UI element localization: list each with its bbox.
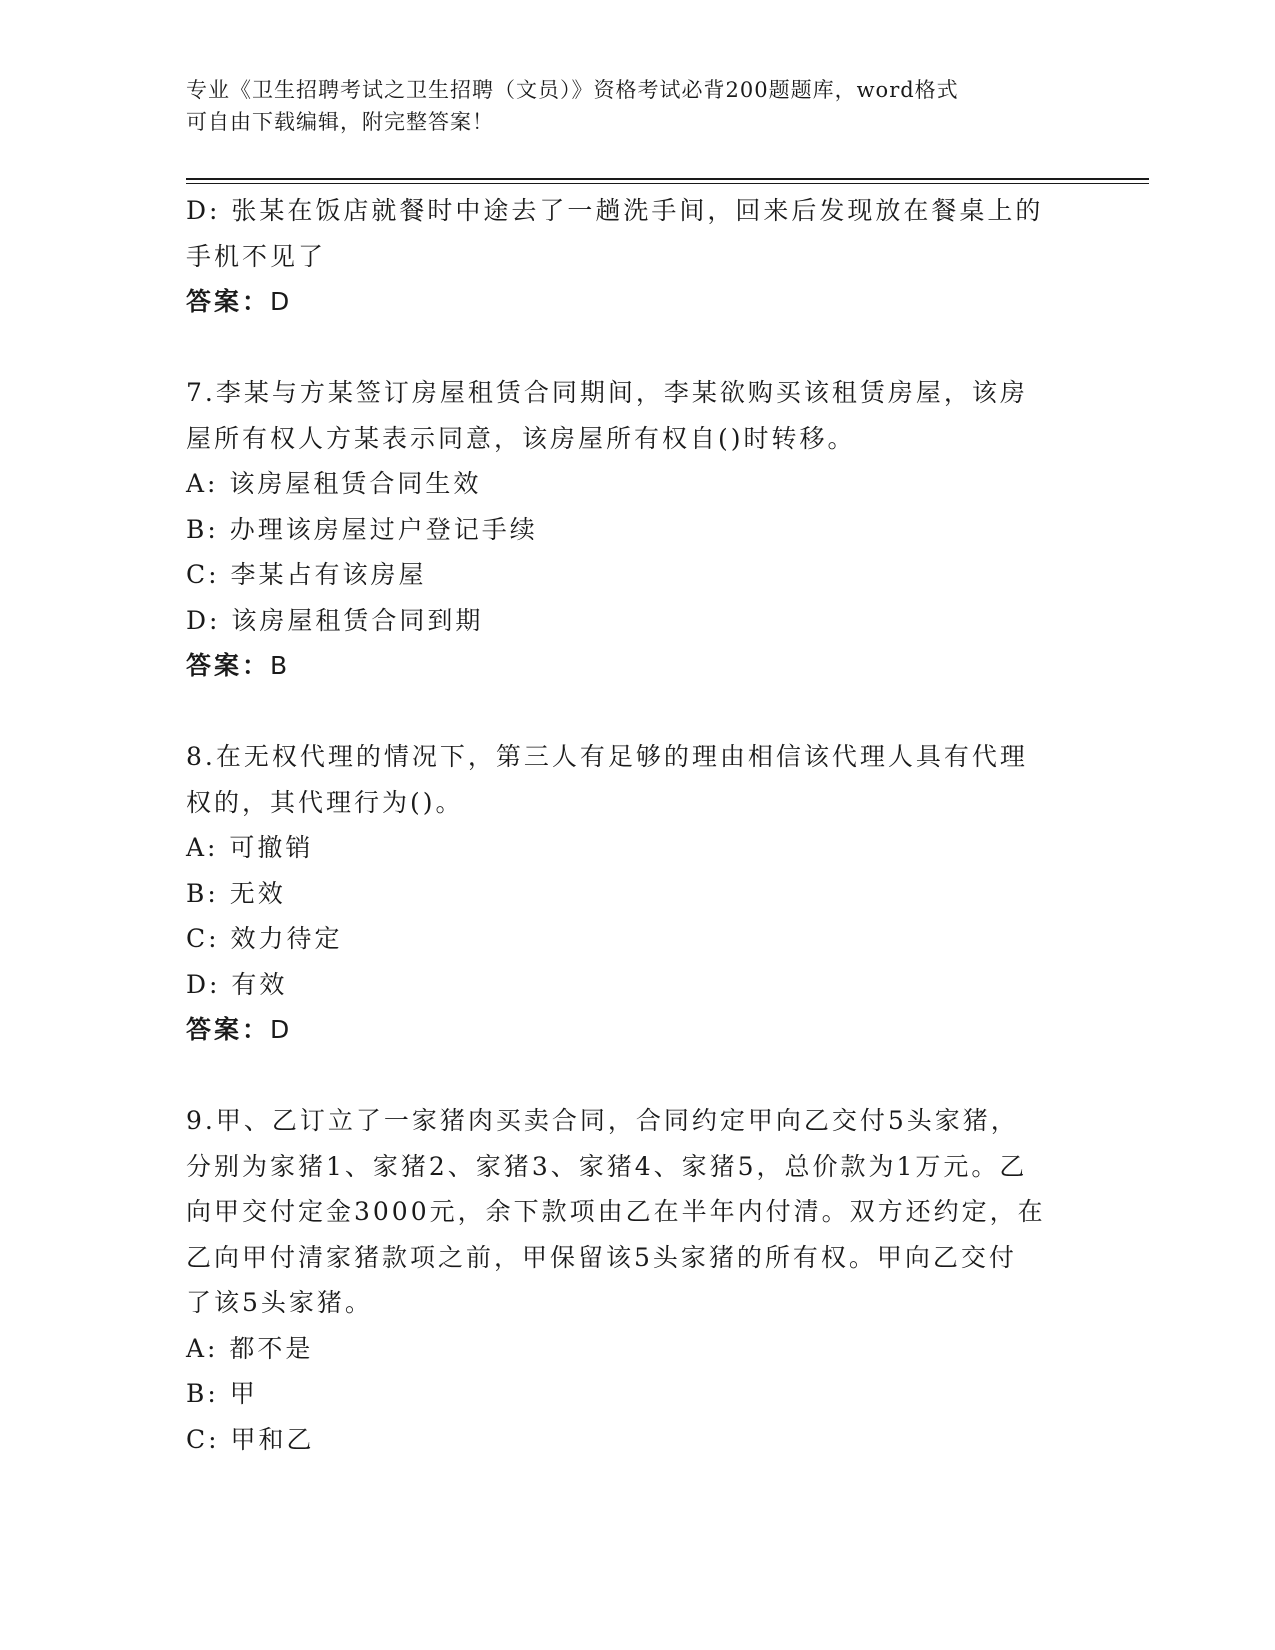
option-a: A: 可撤销 xyxy=(186,833,314,862)
header-title-line-1: 专业《卫生招聘考试之卫生招聘（文员）》资格考试必背200题题库，word格式 xyxy=(186,78,959,102)
question-stem-line-3: 向甲交付定金3000元，余下款项由乙在半年内付清。双方还约定，在 xyxy=(186,1197,1046,1226)
answer-value: D xyxy=(270,287,293,316)
question-6-continuation xyxy=(186,188,1086,325)
option-d-line-2: 手机不见了 xyxy=(186,241,327,271)
option-a: A: 都不是 xyxy=(186,1333,314,1363)
question-stem-line-2: 权的，其代理行为()。 xyxy=(186,787,464,817)
option-c: C: 李某占有该房屋 xyxy=(186,560,427,589)
option-b: B: 办理该房屋过户登记手续 xyxy=(186,514,538,544)
question-9 xyxy=(186,1098,1086,1462)
question-8 xyxy=(186,734,1086,1053)
question-stem-line-1: 9.甲、乙订立了一家猪肉买卖合同，合同约定甲向乙交付5头家猪， xyxy=(186,1106,1019,1135)
option-b: B: 无效 xyxy=(186,878,286,908)
answer-value: B xyxy=(270,651,291,680)
spacer xyxy=(186,1053,1086,1099)
answer-line xyxy=(186,1007,1086,1053)
answer-value: D xyxy=(270,1015,293,1044)
question-stem-line-2: 分别为家猪1、家猪2、家猪3、家猪4、家猪5，总价款为1万元。乙 xyxy=(186,1151,1028,1181)
header-title-line-2: 可自由下载编辑，附完整答案！ xyxy=(186,110,494,134)
document-body xyxy=(186,188,1086,1462)
option-c: C: 甲和乙 xyxy=(186,1424,315,1454)
option-d: D: 有效 xyxy=(186,969,288,999)
question-stem-line-5: 了该5头家猪。 xyxy=(186,1288,373,1317)
option-a: A: 该房屋租赁合同生效 xyxy=(186,469,482,498)
answer-label: 答案： xyxy=(186,287,271,316)
question-stem-line-2: 屋所有权人方某表示同意，该房屋所有权自()时转移。 xyxy=(186,423,856,453)
option-d-line-1: D: 张某在饭店就餐时中途去了一趟洗手间，回来后发现放在餐桌上的 xyxy=(186,196,1044,225)
option-d: D: 该房屋租赁合同到期 xyxy=(186,605,484,635)
option-c: C: 效力待定 xyxy=(186,924,343,953)
document-header xyxy=(186,74,1086,138)
header-divider-thin xyxy=(186,183,1149,184)
question-7 xyxy=(186,370,1086,689)
spacer xyxy=(186,689,1086,735)
header-divider-thick xyxy=(186,178,1149,180)
question-stem-line-4: 乙向甲付清家猪款项之前，甲保留该5头家猪的所有权。甲向乙交付 xyxy=(186,1242,1017,1272)
option-b: B: 甲 xyxy=(186,1379,258,1408)
question-stem-line-1: 8.在无权代理的情况下，第三人有足够的理由相信该代理人具有代理 xyxy=(186,742,1028,771)
answer-label: 答案： xyxy=(186,651,271,680)
spacer xyxy=(186,325,1086,371)
answer-label: 答案： xyxy=(186,1015,271,1044)
answer-line xyxy=(186,279,1086,325)
question-stem-line-1: 7.李某与方某签订房屋租赁合同期间，李某欲购买该租赁房屋，该房 xyxy=(186,378,1028,407)
answer-line xyxy=(186,643,1086,689)
